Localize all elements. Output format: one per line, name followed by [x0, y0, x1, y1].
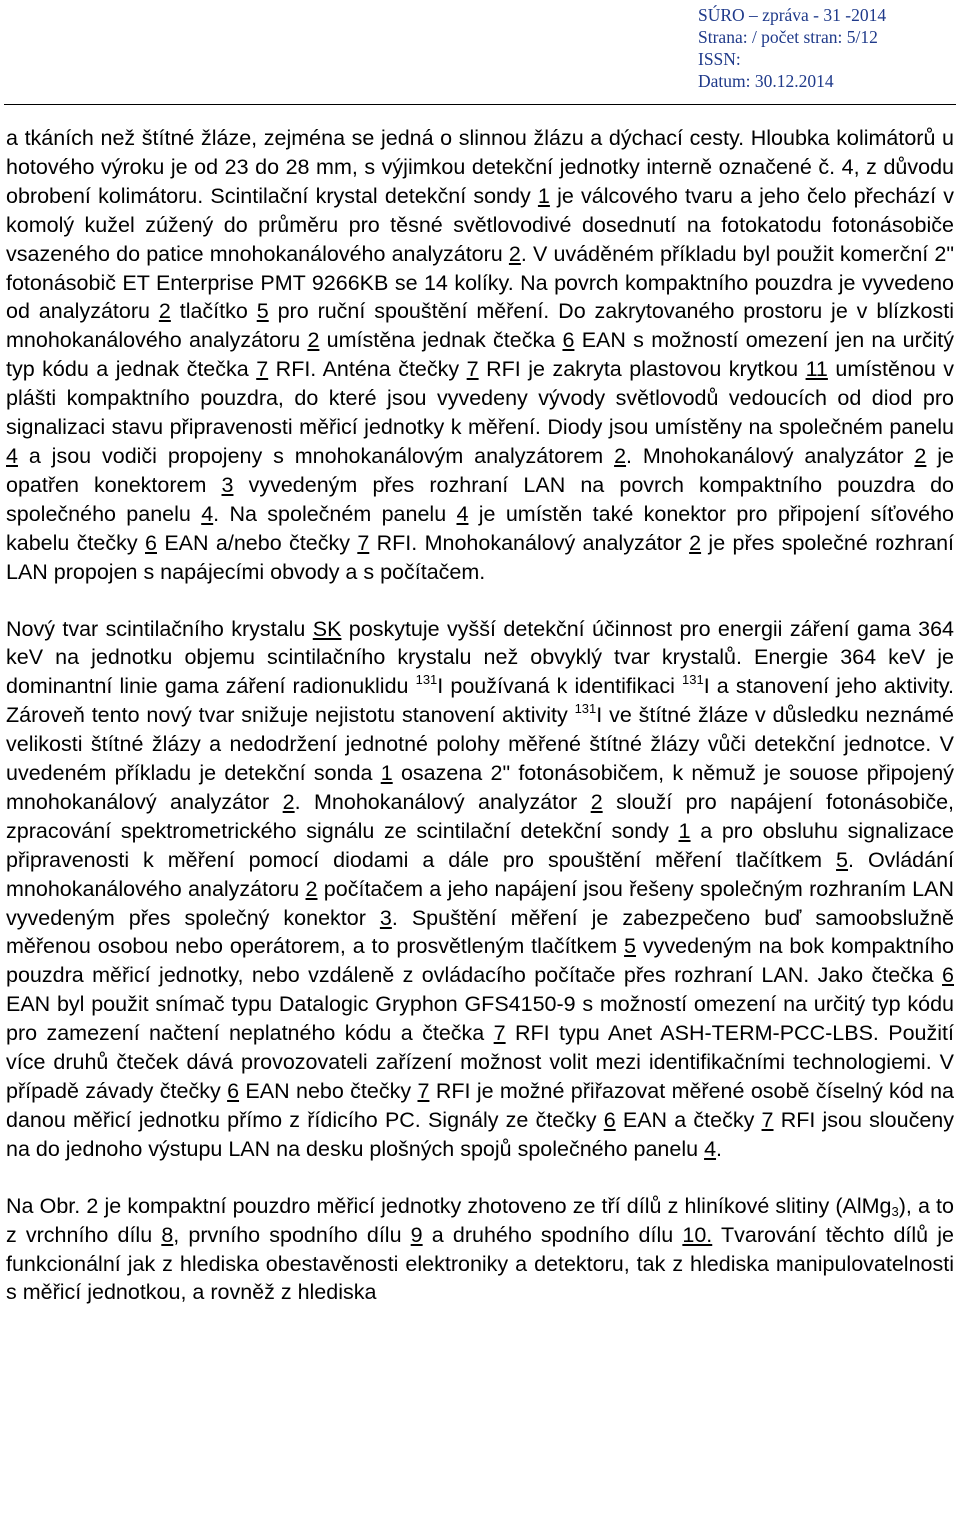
part-ref: 10.	[682, 1222, 713, 1247]
report-title: SÚRO – zpráva - 31 -2014	[698, 5, 887, 25]
page-counter: Strana: / počet stran: 5/12	[698, 27, 878, 47]
part-ref: 2	[689, 530, 702, 555]
text: pro ruční spouštění měření. Do zakrytovaného prostoru je v blízkosti mnohokanálového analyzátoru	[6, 299, 954, 353]
part-ref: 7	[357, 530, 370, 555]
chemical-subscript: 3	[891, 1203, 899, 1219]
text: umístěnou v plášti kompaktního pouzdra, do které jsou vyvedeny vývody světlovodů vedoucích od diod pro signalizaci stavu připravenosti měřicí jednotky k měření. Diody jsou umístěny na společném panelu	[6, 357, 955, 440]
text: poskytuje vyšší detekční účinnost pro energii záření gama 364 keV na jednotku objemu scintilačního krystalu než obvyklý tvar krystalů. Energie 364 keV je dominantní linie gama záření radionuklidu	[6, 616, 954, 699]
text: . Mnohokanálový analyzátor	[294, 789, 591, 814]
part-ref: 2	[307, 328, 320, 353]
paragraph-1	[6, 124, 954, 587]
part-ref: 3	[379, 905, 392, 930]
report-date: Datum: 30.12.2014	[698, 71, 834, 91]
part-ref: 5	[624, 934, 637, 959]
text: .	[716, 1136, 723, 1161]
text: . Mnohokanálový analyzátor	[626, 443, 915, 468]
part-ref: 2	[590, 789, 603, 814]
text: Na Obr. 2 je kompaktní pouzdro měřicí jednotky zhotoveno ze tří dílů z hliníkové slitiny (AlMg	[6, 1193, 892, 1218]
part-ref: 2	[914, 443, 927, 468]
text: je umístěn také konektor pro připojení síťového kabelu čtečky	[6, 501, 954, 555]
page-header	[698, 4, 930, 92]
document-body	[6, 124, 954, 1307]
part-ref: 1	[678, 818, 691, 843]
part-ref: 8	[161, 1222, 174, 1247]
part-ref: 6	[145, 530, 157, 555]
text: RFI jsou sloučeny na do jednoho výstupu LAN na desku plošných spojů společného panelu	[6, 1107, 954, 1161]
text: EAN byl použit snímač typu Datalogic Gryphon GFS4150-9 s možností omezení na určitý typ kódu pro zamezení načtení neplatného kódu a čtečka	[6, 992, 954, 1046]
part-ref: 11	[805, 357, 828, 382]
text: je válcového tvaru a jeho čelo přechází v komolý kužel zúžený do průměru pro těsné světlovodivé dosednutí na fotokatodu fotonásobiče vsazeného do patice mnohokanálového analyzátoru	[6, 183, 955, 266]
part-ref: 4	[704, 1136, 717, 1161]
text: EAN a čtečky	[615, 1107, 762, 1132]
part-ref: 5	[836, 847, 849, 872]
part-ref: SK	[312, 616, 342, 641]
part-ref: 7	[493, 1021, 506, 1046]
part-ref: 6	[562, 328, 575, 353]
text: ), a to z vrchního dílu	[6, 1193, 954, 1247]
part-ref: 2	[158, 299, 171, 324]
text: EAN a/nebo čtečky	[156, 530, 358, 555]
text: EAN nebo čtečky	[239, 1079, 418, 1103]
part-ref: 2	[282, 789, 295, 814]
text: osazena 2" fotonásobičem, k němuž je souose připojený mnohokanálový analyzátor	[6, 761, 954, 814]
text: tlačítko	[170, 299, 257, 324]
text: a druhého spodního dílu	[422, 1222, 683, 1247]
part-ref: 7	[466, 357, 479, 382]
part-ref: 4	[201, 501, 214, 526]
part-ref: 2	[614, 443, 627, 468]
isotope-mass-number: 131	[415, 672, 438, 688]
text: je přes společné rozhraní LAN propojen s napájecími obvody a s počítačem.	[6, 530, 955, 584]
part-ref: 2	[508, 241, 521, 266]
part-ref: 1	[380, 761, 393, 786]
text: Nový tvar scintilačního krystalu	[6, 616, 313, 641]
text: I ve štítné žláze v důsledku neznámé velikosti štítné žlázy a nedodržení jednotné polohy měřené štítné žlázy vůči detekční jednotce. V uvedeném příkladu je detekční sonda	[6, 703, 954, 786]
part-ref: 7	[417, 1079, 430, 1103]
part-ref: 3	[221, 472, 234, 497]
isotope-mass-number: 131	[574, 701, 597, 717]
part-ref: 6	[942, 963, 954, 988]
text: , prvního spodního dílu	[173, 1222, 411, 1247]
part-ref: 4	[6, 443, 18, 468]
text: . Na společném panelu	[213, 501, 457, 526]
text: RFI. Mnohokanálový analyzátor	[369, 530, 690, 555]
paragraph-2	[6, 615, 954, 1164]
text: umístěna jednak čtečka	[319, 328, 563, 353]
text: slouží pro napájení fotonásobiče, zpracování spektrometrického signálu ze scintilační detekční sondy	[6, 789, 954, 843]
isotope-mass-number: 131	[682, 672, 704, 688]
part-ref: 4	[456, 501, 469, 526]
text: . V uváděném příkladu byl použit komerční 2" fotonásobič ET Enterprise PMT 9266KB se 14 kolíky. Na povrch kompaktního pouzdra je vyvedeno od analyzátoru	[6, 241, 954, 324]
text: RFI je zakryta plastovou krytkou	[478, 357, 806, 382]
text: RFI typu Anet ASH-TERM-PCC-LBS. Použití více druhů čteček dává provozovateli zařízení možnost volit mezi identifikačními technologiemi. V případě závady čtečky	[6, 1021, 954, 1103]
text: . Ovládání mnohokanálového analyzátoru	[6, 847, 955, 901]
paragraph-3	[6, 1192, 954, 1308]
part-ref: 7	[761, 1107, 774, 1132]
text: a tkáních než štítné žláze, zejména se jedná o slinnou žlázu a dýchací cesty. Hloubka kolimátorů u hotového výroku je od 23 do 28 mm, s výjimkou detekční jednotky interně označené č. 4, z důvodu obrobení kolimátoru. Scintilační krystal detekční sondy	[6, 126, 954, 208]
text: . Spuštění měření je zabezpečeno buď samoobslužně měřenou osobou nebo operátorem, a to prosvětleným tlačítkem	[6, 905, 954, 959]
text: a jsou vodiči propojeny s mnohokanálovým analyzátorem	[17, 443, 615, 468]
text: I používaná k identifikaci	[437, 674, 683, 699]
text: a pro obsluhu signalizace připravenosti k měření pomocí diodami a dále pro spouštění měření tlačítkem	[6, 818, 954, 872]
text: je opatřen konektorem	[6, 443, 954, 497]
part-ref: 9	[410, 1222, 423, 1247]
part-ref: 6	[227, 1079, 240, 1103]
text: vyvedeným na bok kompaktního pouzdra měřicí jednotky, nebo vzdáleně z ovládacího počítače přes rozhraní LAN. Jako čtečka	[6, 934, 954, 988]
text: počítačem a jeho napájení jsou řešeny společným rozhraním LAN vyvedeným přes společný konektor	[6, 876, 954, 930]
part-ref: 1	[537, 183, 550, 208]
text: I a stanovení jeho aktivity. Zároveň tento nový tvar snižuje nejistotu stanovení aktivity	[6, 674, 955, 728]
text: Tvarování těchto dílů je funkcionální jak z hlediska obestavěnosti elektroniky a detektoru, tak z hlediska manipulovatelnosti s měřicí jednotkou, a rovněž z hlediska	[6, 1222, 954, 1305]
text: RFI. Anténa čtečky	[268, 357, 467, 382]
part-ref: 6	[603, 1107, 616, 1132]
part-ref: 2	[305, 876, 318, 901]
part-ref: 5	[256, 299, 269, 324]
text: RFI je možné přiřazovat měřené osobě číselný kód na danou měřicí jednotku přímo z řídicího PC. Signály ze čtečky	[6, 1079, 954, 1132]
text: vyvedeným přes rozhraní LAN na povrch kompaktního pouzdra do společného panelu	[6, 472, 954, 526]
header-divider	[4, 104, 956, 105]
issn-label: ISSN:	[698, 49, 741, 69]
text: EAN s možností omezení jen na určitý typ kódu a jednak čtečka	[6, 328, 954, 382]
part-ref: 7	[256, 357, 269, 382]
